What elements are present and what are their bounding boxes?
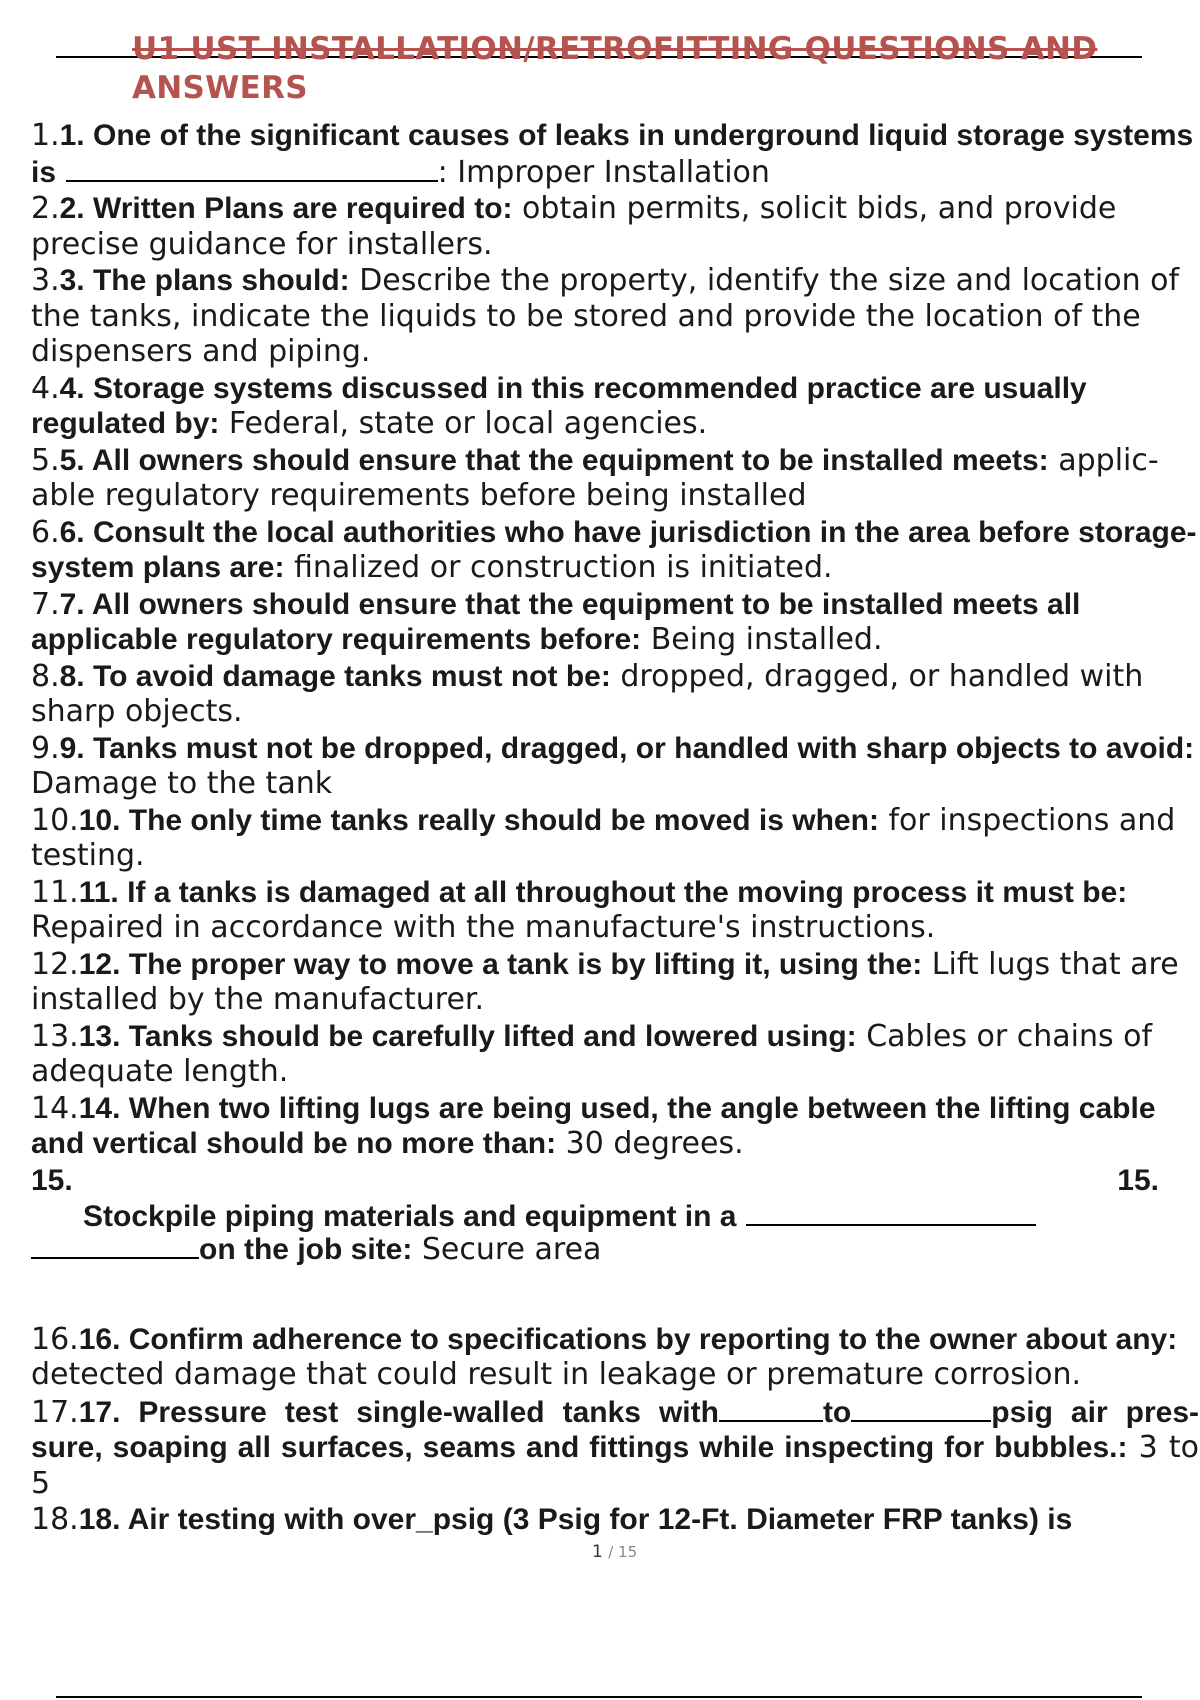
question-text: on the job site: [199, 1232, 413, 1266]
qa-item-10 [31, 803, 1199, 874]
answer-text: detected damage that could result in leakage or premature corrosion. [31, 1357, 1082, 1392]
footer-rule [56, 1696, 1142, 1698]
answer-text: Repaired in accordance with the manufacture's instructions. [31, 910, 936, 945]
answer-text: Secure area [412, 1231, 602, 1267]
qa-item-13 [31, 1019, 1199, 1090]
qa-item-1 [31, 118, 1199, 190]
qa-item-18 [31, 1502, 1199, 1538]
qa-item-11 [31, 875, 1199, 946]
qa-item-15 [31, 1163, 1199, 1321]
page-current: 1 [592, 1542, 603, 1562]
answer-text: 3 to 5 [31, 1430, 1200, 1501]
question-text: 16. Confirm adherence to specifications by reporting to the owner about any: [78, 1322, 1178, 1356]
item-number: 5. [31, 442, 60, 478]
question-text: 8. To avoid damage tanks must not be: [59, 659, 611, 693]
qa-item-9 [31, 731, 1199, 802]
answer-blank [31, 1231, 199, 1259]
item-number: 17. [31, 1394, 79, 1430]
document-title [132, 30, 1132, 108]
qa-item-14 [31, 1091, 1199, 1162]
item-number: 16. [31, 1321, 79, 1357]
qa-item-6 [31, 515, 1199, 586]
item-number: 18. [31, 1502, 79, 1537]
question-text: psig air pres- sure, soaping all surfaces, seams and fittings while inspecting for bubbles.: [31, 1395, 1199, 1464]
question-text: 9. Tanks must not be dropped, dragged, or handled with sharp objects to avoid: [59, 731, 1195, 765]
question-text: 6. Consult the local authorities who have jurisdiction in the area before storage-system plans are: [31, 515, 1197, 584]
page-total: / 15 [608, 1543, 638, 1561]
answer-text: for inspections and testing. [31, 802, 1176, 873]
item-number: 6. [31, 514, 60, 550]
item-number-right: 15. [1117, 1163, 1159, 1197]
question-text: Stockpile piping materials and equipment in a [83, 1199, 737, 1233]
question-text: 7. All owners should ensure that the equipment to be installed meets all applicable regulatory requirements before: [31, 587, 1081, 656]
answer-text: Describe the property, identify the size and location of the tanks, indicate the liquids to be stored and provide the location of the dispensers and piping. [31, 263, 1180, 369]
qa-item-12 [31, 947, 1199, 1018]
item-number: 2. [31, 191, 60, 226]
item-number: 4. [31, 370, 60, 406]
qa-item-4 [31, 371, 1199, 442]
question-line [83, 1198, 1036, 1235]
question-text: 10. The only time tanks really should be moved is when: [78, 803, 879, 837]
answer-text: Being installed. [641, 622, 883, 657]
qa-item-8 [31, 659, 1199, 730]
answer-blank [746, 1198, 1036, 1226]
answer-text: Federal, state or local agencies. [219, 406, 708, 441]
answer-text: obtain permits, solicit bids, and provide precise guidance for installers. [31, 191, 1117, 262]
question-text: 5. All owners should ensure that the equipment to be installed meets: [59, 443, 1049, 477]
qa-item-17 [31, 1394, 1199, 1502]
item-number: 14. [31, 1090, 79, 1126]
answer-text: : Improper Installation [437, 154, 770, 190]
answer-text: applic- able regulatory requirements before being installed [31, 442, 1159, 513]
item-number: 1. [31, 118, 60, 153]
answer-blank [66, 154, 438, 182]
question-text: 12. The proper way to move a tank is by lifting it, using the: [78, 947, 923, 981]
question-text: to [822, 1395, 852, 1429]
question-text: 2. Written Plans are required to: [59, 192, 513, 225]
item-number: 7. [31, 586, 60, 622]
item-number: 11. [31, 874, 79, 910]
answer-text: Cables or chains of adequate length. [31, 1018, 1153, 1089]
item-number: 13. [31, 1018, 79, 1054]
question-line [31, 1231, 601, 1268]
qa-list [31, 118, 1199, 1539]
answer-blank [851, 1394, 991, 1422]
item-number: 10. [31, 802, 79, 838]
question-text: 17. Pressure test single-walled tanks with [78, 1395, 719, 1429]
item-number: 3. [31, 263, 60, 298]
item-number: 15. [31, 1163, 73, 1197]
question-text: 11. If a tanks is damaged at all throughout the moving process it must be: [78, 875, 1128, 909]
qa-item-5 [31, 443, 1199, 514]
qa-item-3 [31, 263, 1199, 370]
item-number: 12. [31, 946, 79, 982]
answer-text: Lift lugs that are installed by the manufacturer. [31, 946, 1179, 1017]
answer-blank [719, 1394, 823, 1422]
qa-item-2 [31, 191, 1199, 262]
page-indicator [592, 1542, 637, 1562]
question-text: 13. Tanks should be carefully lifted and lowered using: [78, 1019, 857, 1053]
qa-item-16 [31, 1322, 1199, 1393]
title-line-2: ANSWERS [132, 70, 308, 106]
answer-text: finalized or construction is initiated. [284, 550, 833, 585]
question-text: 18. Air testing with over_psig (3 Psig for 12-Ft. Diameter FRP tanks) is [78, 1503, 1073, 1536]
answer-text: Damage to the tank [31, 766, 333, 801]
answer-text: dropped, dragged, or handled with sharp objects. [31, 658, 1144, 729]
answer-text: 30 degrees. [556, 1126, 744, 1161]
question-text: 4. Storage systems discussed in this recommended practice are usually regulated by: [31, 371, 1087, 440]
item-number: 8. [31, 658, 60, 694]
item-number: 9. [31, 730, 60, 766]
question-text: 14. When two lifting lugs are being used, the angle between the lifting cable and vertical should be no more than: [31, 1091, 1156, 1160]
qa-item-7 [31, 587, 1199, 658]
question-text: 3. The plans should: [59, 264, 350, 297]
question-text: 1. One of the significant causes of leaks in underground liquid storage systems is [31, 119, 1194, 189]
title-line-1: U1 UST INSTALLATION/RETROFITTING QUESTIONS AND [132, 31, 1098, 67]
